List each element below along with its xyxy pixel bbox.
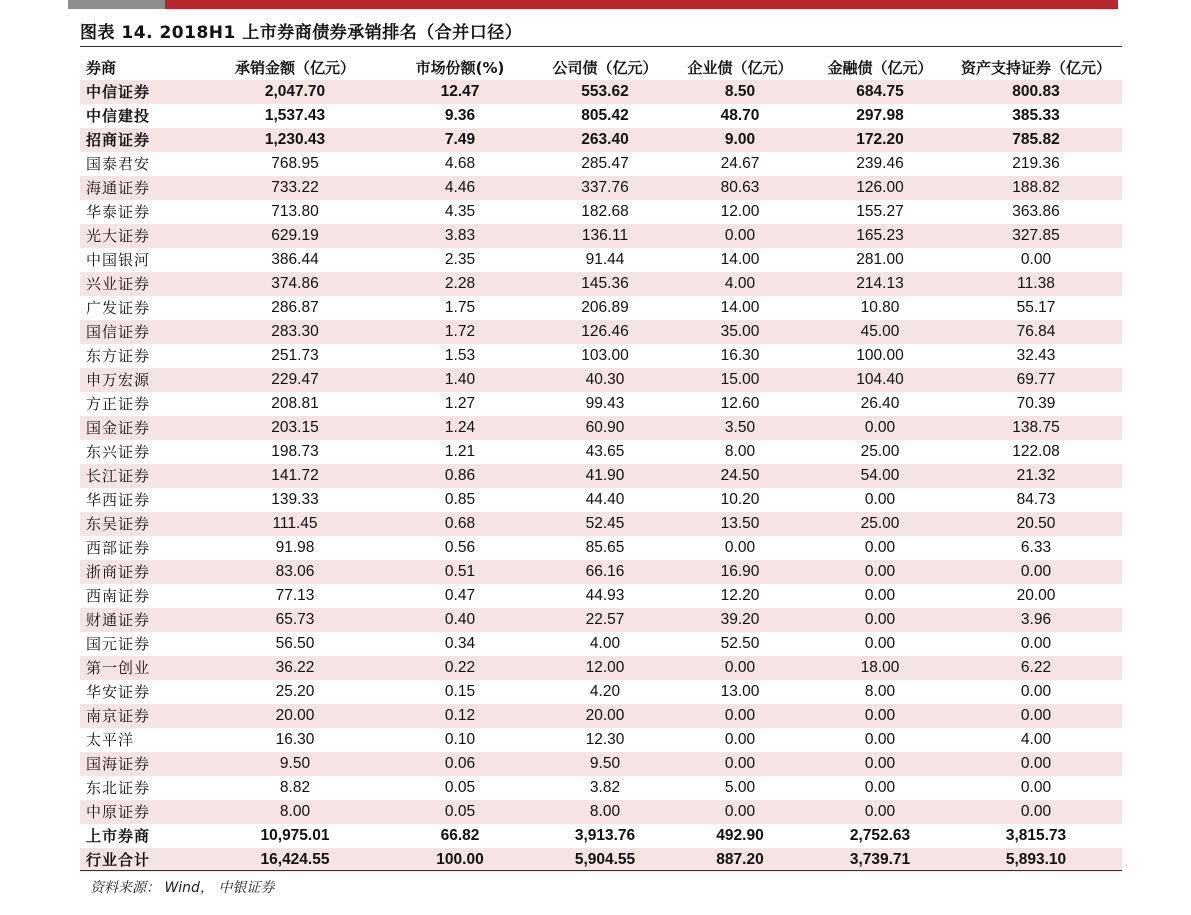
table-row	[80, 776, 1122, 800]
table-row	[80, 656, 1122, 680]
cell-enterprise-bonds: 0.00	[670, 704, 810, 728]
cell-broker-name: 行业合计	[80, 848, 210, 872]
top-accent-bar	[68, 0, 1118, 9]
cell-abs: 32.43	[1016, 347, 1056, 364]
cell-underwriting-amount: 208.81	[271, 395, 319, 412]
header-enterprise-bonds: 企业债（亿元）	[687, 59, 793, 77]
cell-corporate-bonds: 805.42	[581, 107, 629, 124]
cell-financial-bonds: 281.00	[856, 251, 904, 268]
cell-market-share: 0.05	[380, 800, 540, 824]
cell-underwriting-amount: 10,975.01	[260, 827, 330, 844]
cell-corporate-bonds: 9.50	[540, 752, 670, 776]
cell-financial-bonds: 0.00	[864, 587, 896, 604]
cell-underwriting-amount: 1,537.43	[264, 107, 326, 124]
cell-financial-bonds: 172.20	[810, 128, 950, 152]
cell-abs: 0.00	[1020, 251, 1052, 268]
table-header-row	[80, 56, 1122, 80]
cell-financial-bonds: 26.40	[860, 395, 900, 412]
table-row	[80, 632, 1122, 656]
cell-enterprise-bonds: 39.20	[670, 608, 810, 632]
table-row	[80, 128, 1122, 152]
cell-corporate-bonds: 20.00	[540, 704, 670, 728]
cell-underwriting-amount: 139.33	[271, 491, 319, 508]
cell-abs: 84.73	[1016, 491, 1056, 508]
cell-underwriting-amount: 65.73	[210, 608, 380, 632]
cell-broker-name: 华泰证券	[86, 203, 151, 221]
cell-underwriting-amount: 91.98	[275, 539, 315, 556]
cell-underwriting-amount: 8.00	[210, 800, 380, 824]
cell-broker-name: 广发证券	[86, 299, 151, 317]
cell-broker-name: 方正证券	[86, 395, 151, 413]
page-title: 图表 14. 2018H1 上市券商债券承销排名（合并口径）	[80, 23, 523, 43]
cell-enterprise-bonds: 48.70	[720, 107, 760, 124]
cell-abs: 6.22	[950, 656, 1122, 680]
table-row	[80, 680, 1122, 704]
cell-corporate-bonds: 43.65	[585, 443, 625, 460]
table-row	[80, 440, 1122, 464]
cell-broker-name: 中原证券	[80, 800, 210, 824]
table-row	[80, 752, 1122, 776]
cell-market-share: 3.83	[380, 224, 540, 248]
cell-financial-bonds: 104.40	[810, 368, 950, 392]
header-market-share: 市场份额(%)	[415, 59, 505, 77]
cell-underwriting-amount: 251.73	[271, 347, 319, 364]
table-row	[80, 368, 1122, 392]
cell-abs: 0.00	[1020, 779, 1052, 796]
cell-broker-name: 财通证券	[80, 608, 210, 632]
table-row	[80, 824, 1122, 848]
table-row	[80, 608, 1122, 632]
cell-market-share: 1.24	[380, 416, 540, 440]
cell-broker-name: 浙商证券	[80, 560, 210, 584]
cell-financial-bonds: 0.00	[864, 491, 896, 508]
cell-abs: 76.84	[950, 320, 1122, 344]
cell-broker-name: 第一创业	[80, 656, 210, 680]
cell-corporate-bonds: 40.30	[540, 368, 670, 392]
cell-financial-bonds: 54.00	[810, 464, 950, 488]
cell-broker-name: 南京证券	[80, 704, 210, 728]
cell-enterprise-bonds: 16.30	[720, 347, 760, 364]
cell-underwriting-amount: 9.50	[210, 752, 380, 776]
cell-financial-bonds: 0.00	[810, 704, 950, 728]
cell-corporate-bonds: 8.00	[540, 800, 670, 824]
cell-market-share: 1.75	[444, 299, 476, 316]
cell-abs: 70.39	[1016, 395, 1056, 412]
table-row	[80, 800, 1122, 824]
table-row	[80, 272, 1122, 296]
cell-abs: 4.00	[1020, 731, 1052, 748]
cell-corporate-bonds: 12.00	[540, 656, 670, 680]
cell-enterprise-bonds: 492.90	[716, 827, 764, 844]
cell-underwriting-amount: 283.30	[210, 320, 380, 344]
cell-corporate-bonds: 337.76	[540, 176, 670, 200]
cell-corporate-bonds: 182.68	[581, 203, 629, 220]
cell-underwriting-amount: 83.06	[210, 560, 380, 584]
cell-market-share: 0.34	[444, 635, 476, 652]
cell-market-share: 0.68	[380, 512, 540, 536]
table-row	[80, 176, 1122, 200]
cell-market-share: 12.47	[380, 80, 540, 104]
cell-broker-name: 中信证券	[80, 80, 210, 104]
cell-abs: 20.50	[950, 512, 1122, 536]
cell-market-share: 0.12	[380, 704, 540, 728]
cell-underwriting-amount: 374.86	[210, 272, 380, 296]
cell-abs: 0.00	[950, 752, 1122, 776]
cell-corporate-bonds: 41.90	[540, 464, 670, 488]
cell-underwriting-amount: 203.15	[210, 416, 380, 440]
cell-corporate-bonds: 103.00	[581, 347, 629, 364]
cell-market-share: 0.51	[380, 560, 540, 584]
cell-underwriting-amount: 8.82	[279, 779, 311, 796]
cell-broker-name: 东北证券	[86, 779, 151, 797]
cell-enterprise-bonds: 35.00	[670, 320, 810, 344]
cell-abs: 122.08	[1012, 443, 1060, 460]
table-row	[80, 104, 1122, 128]
cell-enterprise-bonds: 10.20	[720, 491, 760, 508]
cell-financial-bonds: 10.80	[860, 299, 900, 316]
table-body	[80, 80, 1122, 872]
cell-market-share: 0.40	[380, 608, 540, 632]
cell-underwriting-amount: 20.00	[210, 704, 380, 728]
cell-broker-name: 东方证券	[86, 347, 151, 365]
cell-underwriting-amount: 16.30	[275, 731, 315, 748]
table-row	[80, 296, 1122, 320]
cell-underwriting-amount: 198.73	[271, 443, 319, 460]
cell-corporate-bonds: 126.46	[540, 320, 670, 344]
cell-underwriting-amount: 25.20	[275, 683, 315, 700]
cell-underwriting-amount: 141.72	[210, 464, 380, 488]
cell-financial-bonds: 214.13	[810, 272, 950, 296]
cell-market-share: 66.82	[440, 827, 480, 844]
cell-enterprise-bonds: 12.60	[720, 395, 760, 412]
cell-abs: 0.00	[950, 800, 1122, 824]
table-row	[80, 560, 1122, 584]
cell-financial-bonds: 3,739.71	[810, 848, 950, 872]
cell-financial-bonds: 0.00	[864, 779, 896, 796]
table-row	[80, 536, 1122, 560]
cell-abs: 327.85	[950, 224, 1122, 248]
cell-financial-bonds: 126.00	[810, 176, 950, 200]
cell-abs: 138.75	[950, 416, 1122, 440]
cell-corporate-bonds: 12.30	[585, 731, 625, 748]
header-abs: 资产支持证券（亿元）	[960, 59, 1111, 77]
cell-corporate-bonds: 5,904.55	[540, 848, 670, 872]
cell-financial-bonds: 0.00	[864, 539, 896, 556]
cell-underwriting-amount: 77.13	[275, 587, 315, 604]
cell-financial-bonds: 684.75	[810, 80, 950, 104]
cell-corporate-bonds: 66.16	[540, 560, 670, 584]
cell-corporate-bonds: 4.20	[589, 683, 621, 700]
cell-underwriting-amount: 286.87	[271, 299, 319, 316]
cell-abs: 3.96	[950, 608, 1122, 632]
cell-abs: 5,893.10	[950, 848, 1122, 872]
cell-financial-bonds: 155.27	[856, 203, 904, 220]
cell-broker-name: 国元证券	[86, 635, 151, 653]
cell-market-share: 2.28	[380, 272, 540, 296]
cell-corporate-bonds: 22.57	[540, 608, 670, 632]
table-row	[80, 728, 1122, 752]
cell-enterprise-bonds: 0.00	[670, 800, 810, 824]
cell-underwriting-amount: 56.50	[275, 635, 315, 652]
cell-financial-bonds: 45.00	[810, 320, 950, 344]
cell-abs: 55.17	[1016, 299, 1056, 316]
header-corporate-bonds: 公司债（亿元）	[552, 59, 658, 77]
cell-abs: 0.00	[950, 704, 1122, 728]
cell-broker-name: 西南证券	[86, 587, 151, 605]
cell-market-share: 0.05	[444, 779, 476, 796]
header-underwriting-amount: 承销金额（亿元）	[234, 59, 355, 77]
title-rule	[80, 46, 1122, 47]
cell-financial-bonds: 0.00	[810, 560, 950, 584]
cell-abs: 385.33	[1012, 107, 1060, 124]
cell-corporate-bonds: 52.45	[540, 512, 670, 536]
cell-enterprise-bonds: 13.50	[670, 512, 810, 536]
cell-financial-bonds: 0.00	[810, 416, 950, 440]
table-row	[80, 584, 1122, 608]
cell-financial-bonds: 0.00	[864, 635, 896, 652]
cell-market-share: 4.68	[444, 155, 476, 172]
cell-financial-bonds: 25.00	[810, 512, 950, 536]
cell-broker-name: 东兴证券	[86, 443, 151, 461]
cell-enterprise-bonds: 0.00	[670, 224, 810, 248]
cell-underwriting-amount: 229.47	[210, 368, 380, 392]
cell-financial-bonds: 100.00	[856, 347, 904, 364]
cell-corporate-bonds: 60.90	[540, 416, 670, 440]
cell-enterprise-bonds: 24.50	[670, 464, 810, 488]
cell-broker-name: 国信证券	[80, 320, 210, 344]
cell-enterprise-bonds: 14.00	[720, 299, 760, 316]
cell-broker-name: 上市券商	[86, 827, 151, 845]
cell-broker-name: 长江证券	[80, 464, 210, 488]
cell-market-share: 0.47	[444, 587, 476, 604]
cell-broker-name: 国海证券	[80, 752, 210, 776]
cell-abs: 20.00	[1016, 587, 1056, 604]
cell-market-share: 0.10	[444, 731, 476, 748]
cell-enterprise-bonds: 9.00	[670, 128, 810, 152]
underwriting-ranking-table	[80, 56, 1122, 872]
cell-financial-bonds: 0.00	[810, 800, 950, 824]
top-bar-red-segment	[165, 0, 1118, 9]
cell-corporate-bonds: 553.62	[540, 80, 670, 104]
cell-corporate-bonds: 206.89	[581, 299, 629, 316]
cell-market-share: 7.49	[380, 128, 540, 152]
top-bar-gray-segment	[68, 0, 165, 9]
cell-corporate-bonds: 44.93	[585, 587, 625, 604]
table-row	[80, 464, 1122, 488]
header-broker: 券商	[86, 59, 117, 77]
cell-broker-name: 中国银河	[86, 251, 151, 269]
cell-abs: 363.86	[1012, 203, 1060, 220]
cell-underwriting-amount: 768.95	[271, 155, 319, 172]
cell-corporate-bonds: 99.43	[585, 395, 625, 412]
cell-enterprise-bonds: 3.50	[670, 416, 810, 440]
cell-abs: 800.83	[950, 80, 1122, 104]
cell-enterprise-bonds: 24.67	[720, 155, 760, 172]
cell-financial-bonds: 0.00	[864, 731, 896, 748]
cell-market-share: 1.72	[380, 320, 540, 344]
cell-broker-name: 国泰君安	[86, 155, 151, 173]
cell-broker-name: 西部证券	[86, 539, 151, 557]
cell-corporate-bonds: 136.11	[540, 224, 670, 248]
cell-corporate-bonds: 263.40	[540, 128, 670, 152]
cell-enterprise-bonds: 5.00	[724, 779, 756, 796]
table-row	[80, 152, 1122, 176]
cell-enterprise-bonds: 52.50	[720, 635, 760, 652]
table-bottom-rule	[80, 870, 1122, 871]
cell-underwriting-amount: 1,230.43	[210, 128, 380, 152]
cell-abs: 3,815.73	[1005, 827, 1067, 844]
cell-abs: 0.00	[950, 560, 1122, 584]
cell-underwriting-amount: 386.44	[271, 251, 319, 268]
cell-financial-bonds: 239.46	[856, 155, 904, 172]
cell-underwriting-amount: 733.22	[210, 176, 380, 200]
cell-underwriting-amount: 629.19	[210, 224, 380, 248]
cell-financial-bonds: 297.98	[856, 107, 904, 124]
table-row	[80, 224, 1122, 248]
cell-underwriting-amount: 36.22	[210, 656, 380, 680]
cell-financial-bonds: 0.00	[810, 752, 950, 776]
cell-financial-bonds: 165.23	[810, 224, 950, 248]
cell-financial-bonds: 8.00	[864, 683, 896, 700]
cell-market-share: 100.00	[380, 848, 540, 872]
cell-market-share: 0.56	[444, 539, 476, 556]
cell-market-share: 0.22	[380, 656, 540, 680]
cell-abs: 188.82	[950, 176, 1122, 200]
cell-financial-bonds: 0.00	[810, 608, 950, 632]
cell-market-share: 0.85	[444, 491, 476, 508]
cell-abs: 21.32	[950, 464, 1122, 488]
cell-enterprise-bonds: 14.00	[720, 251, 760, 268]
table-row	[80, 512, 1122, 536]
cell-market-share: 1.27	[444, 395, 476, 412]
table-row	[80, 80, 1122, 104]
cell-broker-name: 东吴证券	[80, 512, 210, 536]
header-financial-bonds: 金融债（亿元）	[827, 59, 933, 77]
cell-broker-name: 兴业证券	[80, 272, 210, 296]
cell-enterprise-bonds: 16.90	[670, 560, 810, 584]
table-row	[80, 704, 1122, 728]
cell-abs: 219.36	[1012, 155, 1060, 172]
cell-corporate-bonds: 145.36	[540, 272, 670, 296]
cell-broker-name: 国金证券	[80, 416, 210, 440]
cell-abs: 0.00	[1020, 635, 1052, 652]
cell-enterprise-bonds: 0.00	[670, 752, 810, 776]
cell-financial-bonds: 25.00	[860, 443, 900, 460]
cell-broker-name: 中信建投	[86, 107, 151, 125]
cell-enterprise-bonds: 0.00	[724, 539, 756, 556]
cell-market-share: 1.21	[444, 443, 476, 460]
cell-enterprise-bonds: 80.63	[670, 176, 810, 200]
table-row	[80, 392, 1122, 416]
cell-corporate-bonds: 85.65	[585, 539, 625, 556]
cell-corporate-bonds: 3,913.76	[574, 827, 636, 844]
cell-enterprise-bonds: 12.20	[720, 587, 760, 604]
cell-financial-bonds: 2,752.63	[849, 827, 911, 844]
cell-broker-name: 太平洋	[86, 731, 135, 749]
cell-abs: 69.77	[950, 368, 1122, 392]
cell-enterprise-bonds: 15.00	[670, 368, 810, 392]
cell-broker-name: 光大证券	[80, 224, 210, 248]
cell-market-share: 2.35	[444, 251, 476, 268]
cell-market-share: 0.15	[444, 683, 476, 700]
cell-market-share: 0.06	[380, 752, 540, 776]
cell-corporate-bonds: 3.82	[589, 779, 621, 796]
cell-corporate-bonds: 91.44	[585, 251, 625, 268]
cell-corporate-bonds: 285.47	[581, 155, 629, 172]
cell-underwriting-amount: 111.45	[210, 512, 380, 536]
cell-enterprise-bonds: 0.00	[724, 731, 756, 748]
cell-enterprise-bonds: 13.00	[720, 683, 760, 700]
cell-market-share: 1.40	[380, 368, 540, 392]
cell-market-share: 4.46	[380, 176, 540, 200]
cell-abs: 6.33	[1020, 539, 1052, 556]
cell-abs: 0.00	[1020, 683, 1052, 700]
cell-financial-bonds: 18.00	[810, 656, 950, 680]
source-note: 资料来源： Wind， 中银证券	[90, 880, 275, 896]
cell-market-share: 9.36	[444, 107, 476, 124]
table-row	[80, 320, 1122, 344]
cell-enterprise-bonds: 887.20	[670, 848, 810, 872]
cell-broker-name: 申万宏源	[80, 368, 210, 392]
table-row	[80, 488, 1122, 512]
cell-underwriting-amount: 713.80	[271, 203, 319, 220]
cell-broker-name: 海通证券	[80, 176, 210, 200]
cell-abs: 11.38	[950, 272, 1122, 296]
cell-enterprise-bonds: 0.00	[670, 656, 810, 680]
table-row	[80, 248, 1122, 272]
table-row	[80, 344, 1122, 368]
cell-corporate-bonds: 4.00	[589, 635, 621, 652]
table-row	[80, 848, 1122, 872]
table-row	[80, 416, 1122, 440]
cell-market-share: 1.53	[444, 347, 476, 364]
cell-corporate-bonds: 44.40	[585, 491, 625, 508]
cell-enterprise-bonds: 8.00	[724, 443, 756, 460]
cell-broker-name: 华安证券	[86, 683, 151, 701]
table-row	[80, 200, 1122, 224]
cell-abs: 785.82	[950, 128, 1122, 152]
cell-enterprise-bonds: 12.00	[720, 203, 760, 220]
cell-market-share: 4.35	[444, 203, 476, 220]
cell-underwriting-amount: 16,424.55	[210, 848, 380, 872]
cell-broker-name: 招商证券	[80, 128, 210, 152]
cell-enterprise-bonds: 4.00	[670, 272, 810, 296]
cell-underwriting-amount: 2,047.70	[210, 80, 380, 104]
cell-broker-name: 华西证券	[86, 491, 151, 509]
cell-enterprise-bonds: 8.50	[670, 80, 810, 104]
cell-market-share: 0.86	[380, 464, 540, 488]
